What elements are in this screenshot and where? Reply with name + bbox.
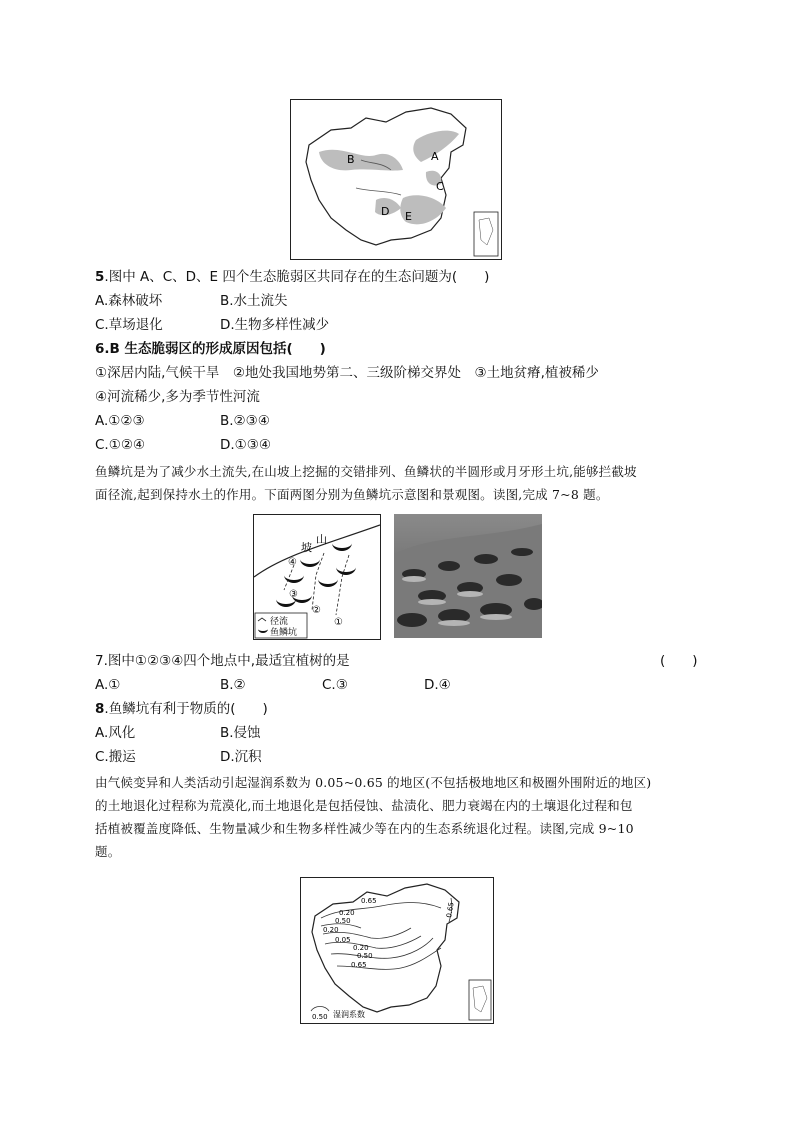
- china-map-1: [291, 100, 501, 259]
- contour-label-1: 0.20: [339, 909, 355, 917]
- legend-text: 湿润系数: [333, 1010, 365, 1019]
- passage-1-line1: 鱼鳞坑是为了减少水土流失,在山坡上挖掘的交错排列、鱼鳞状的半圆形或月牙形土坑,能够拦截坡: [95, 464, 637, 479]
- label-e: E: [405, 210, 412, 223]
- question-7-paren: ( ): [660, 653, 698, 669]
- question-5-number: 5: [95, 269, 105, 285]
- legend-contour-icon: [311, 1007, 329, 1012]
- label-b: B: [347, 153, 355, 166]
- q7-option-c: C.③: [322, 677, 348, 693]
- point-3: ③: [289, 589, 298, 600]
- pit-diagram: [254, 515, 380, 639]
- label-a: A: [431, 150, 439, 163]
- q7-option-b: B.②: [220, 677, 246, 693]
- pit: [332, 543, 352, 551]
- point-1: ①: [334, 617, 343, 628]
- legend-runoff: 径流: [270, 617, 289, 627]
- contour-label-3: 0.20: [323, 926, 339, 934]
- q7-option-a: A.①: [95, 677, 121, 693]
- question-8-stem: [95, 700, 268, 718]
- contour-label-5: 0.20: [353, 944, 369, 952]
- passage-1-line2: 面径流,起到保持水土的作用。下面两图分别为鱼鳞坑示意图和景观图。读图,完成 7~8 题。: [95, 487, 609, 502]
- figure-fish-scale-pit-photo: [394, 514, 542, 638]
- q8-option-d: D.沉积: [220, 749, 262, 765]
- contour-label-0: 0.65: [361, 897, 377, 905]
- south-china-sea-inset-2: [469, 980, 491, 1020]
- question-5-text: .图中 A、C、D、E 四个生态脆弱区共同存在的生态问题为( ): [104, 269, 490, 285]
- pit: [284, 575, 304, 583]
- pit: [318, 579, 338, 587]
- passage-2-line3: 括植被覆盖度降低、生物量减少和生物多样性减少等在内的生态系统退化过程。读图,完成 9~10: [95, 821, 634, 836]
- legend-value: 0.50: [312, 1013, 328, 1021]
- contour-label-7: 0.65: [351, 961, 367, 969]
- question-6-items-line1: ①深居内陆,气候干旱 ②地处我国地势第二、三级阶梯交界处 ③土地贫瘠,植被稀少: [95, 365, 599, 381]
- q5-option-a: A.森林破坏: [95, 293, 163, 309]
- point-2: ②: [312, 605, 321, 616]
- question-7-stem: 7.图中①②③④四个地点中,最适宜植树的是: [95, 653, 350, 669]
- pit: [276, 599, 296, 607]
- passage-2-line4: 题。: [95, 844, 121, 859]
- q8-option-a: A.风化: [95, 725, 136, 741]
- pits: [276, 543, 356, 607]
- contour-label-8: 0.65: [445, 901, 456, 919]
- q6-option-b: B.②③④: [220, 413, 270, 429]
- contour-label-6: 0.50: [357, 952, 373, 960]
- label-d: D: [381, 205, 390, 218]
- question-6-stem: 6.B 生态脆弱区的形成原因包括( ): [95, 341, 326, 357]
- q6-option-d: D.①③④: [220, 437, 271, 453]
- q5-option-b: B.水土流失: [220, 293, 288, 309]
- slope-label-shan: 山: [316, 533, 327, 546]
- question-6-items-line2: ④河流稀少,多为季节性河流: [95, 389, 260, 405]
- figure-china-fragile-zones: [290, 99, 502, 260]
- q6-option-c: C.①②④: [95, 437, 146, 453]
- q8-option-c: C.搬运: [95, 749, 136, 765]
- china-map-2: [301, 878, 493, 1023]
- q5-option-c: C.草场退化: [95, 317, 163, 333]
- q8-option-b: B.侵蚀: [220, 725, 261, 741]
- legend-pit: 鱼鳞坑: [270, 628, 298, 638]
- q5-option-d: D.生物多样性减少: [220, 317, 330, 333]
- question-8-number: 8: [95, 701, 105, 717]
- slope-label-po: 坡: [301, 541, 312, 554]
- contour-label-4: 0.05: [335, 936, 351, 944]
- landscape-photo: [394, 514, 542, 638]
- china-outline: [306, 108, 466, 245]
- passage-2-line1: 由气候变异和人类活动引起湿润系数为 0.05~0.65 的地区(不包括极地地区和极圈外围附近的地区): [95, 775, 652, 790]
- contour-label-2: 0.50: [335, 917, 351, 925]
- figure-humidity-coefficient-map: [300, 877, 494, 1024]
- passage-2-line2: 的土地退化过程称为荒漠化,而土地退化是包括侵蚀、盐渍化、肥力衰竭在内的土壤退化过程和包: [95, 798, 633, 813]
- figure-fish-scale-pit-diagram: [253, 514, 381, 640]
- question-5-stem: [95, 268, 489, 286]
- pit: [336, 567, 356, 575]
- pit: [300, 559, 320, 567]
- q6-option-a: A.①②③: [95, 413, 145, 429]
- question-8-text: .鱼鳞坑有利于物质的( ): [104, 701, 268, 717]
- label-c: C: [436, 180, 444, 193]
- q7-option-d: D.④: [424, 677, 451, 693]
- point-4: ④: [288, 557, 297, 568]
